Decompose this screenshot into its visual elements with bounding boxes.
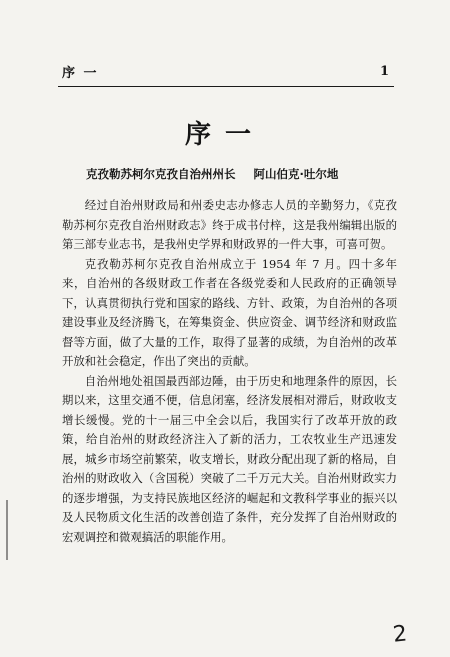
byline-name: 阿山伯克·吐尔地 <box>253 167 339 181</box>
running-title: 序 一 <box>62 66 99 81</box>
paragraph-2: 克孜勒苏柯尔克孜自治州成立于 1954 年 7 月。四十多年来，自治州的各级财政工作者在各级党委和人民政府的正确领导下，认真贯彻执行党和国家的路线、方针、政策，为自治州的各项建设事业及经济腾飞，在筹集资金、供应资金、调节经济和财政监督等方面，做了大量的工作，取得了显著的成绩，为自治州的改革开放和社会稳定，作出了突出的贡献。 <box>62 256 397 368</box>
body-text <box>62 196 397 547</box>
paragraph-1: 经过自治州财政局和州委史志办修志人员的辛勤努力，《克孜勒苏柯尔克孜自治州财政志》终于成书付梓，这是我州编辑出版的第三部专业志书，是我州史学界和财政界的一件大事，可喜可贺。 <box>62 198 397 251</box>
handwritten-page-mark: 2 <box>391 621 409 648</box>
page-number: 1 <box>380 64 390 79</box>
scan-edge-artifact <box>6 500 8 560</box>
byline <box>86 166 376 182</box>
byline-role: 克孜勒苏柯尔克孜自治州州长 <box>86 167 236 181</box>
paragraph-3: 自治州地处祖国最西部边陲，由于历史和地理条件的原因，长期以来，这里交通不便，信息闭塞，经济发展相对滞后，财政收支增长缓慢。党的十一届三中全会以后，我国实行了改革开放的政策，给自治州的财政经济注入了新的活力，工农牧业生产迅速发展，城乡市场空前繁荣，收支增长，财政分配出现了新的格局，自治州的财政收入（含国税）突破了二千万元大关。自治州财政实力的逐步增强，为支持民族地区经济的崛起和文教科学事业的振兴以及人民物质文化生活的改善创造了条件，充分发挥了自治州财政的宏观调控和微观搞活的职能作用。 <box>62 373 397 544</box>
page-title: 序一 <box>184 120 265 150</box>
header-rule <box>58 86 394 87</box>
